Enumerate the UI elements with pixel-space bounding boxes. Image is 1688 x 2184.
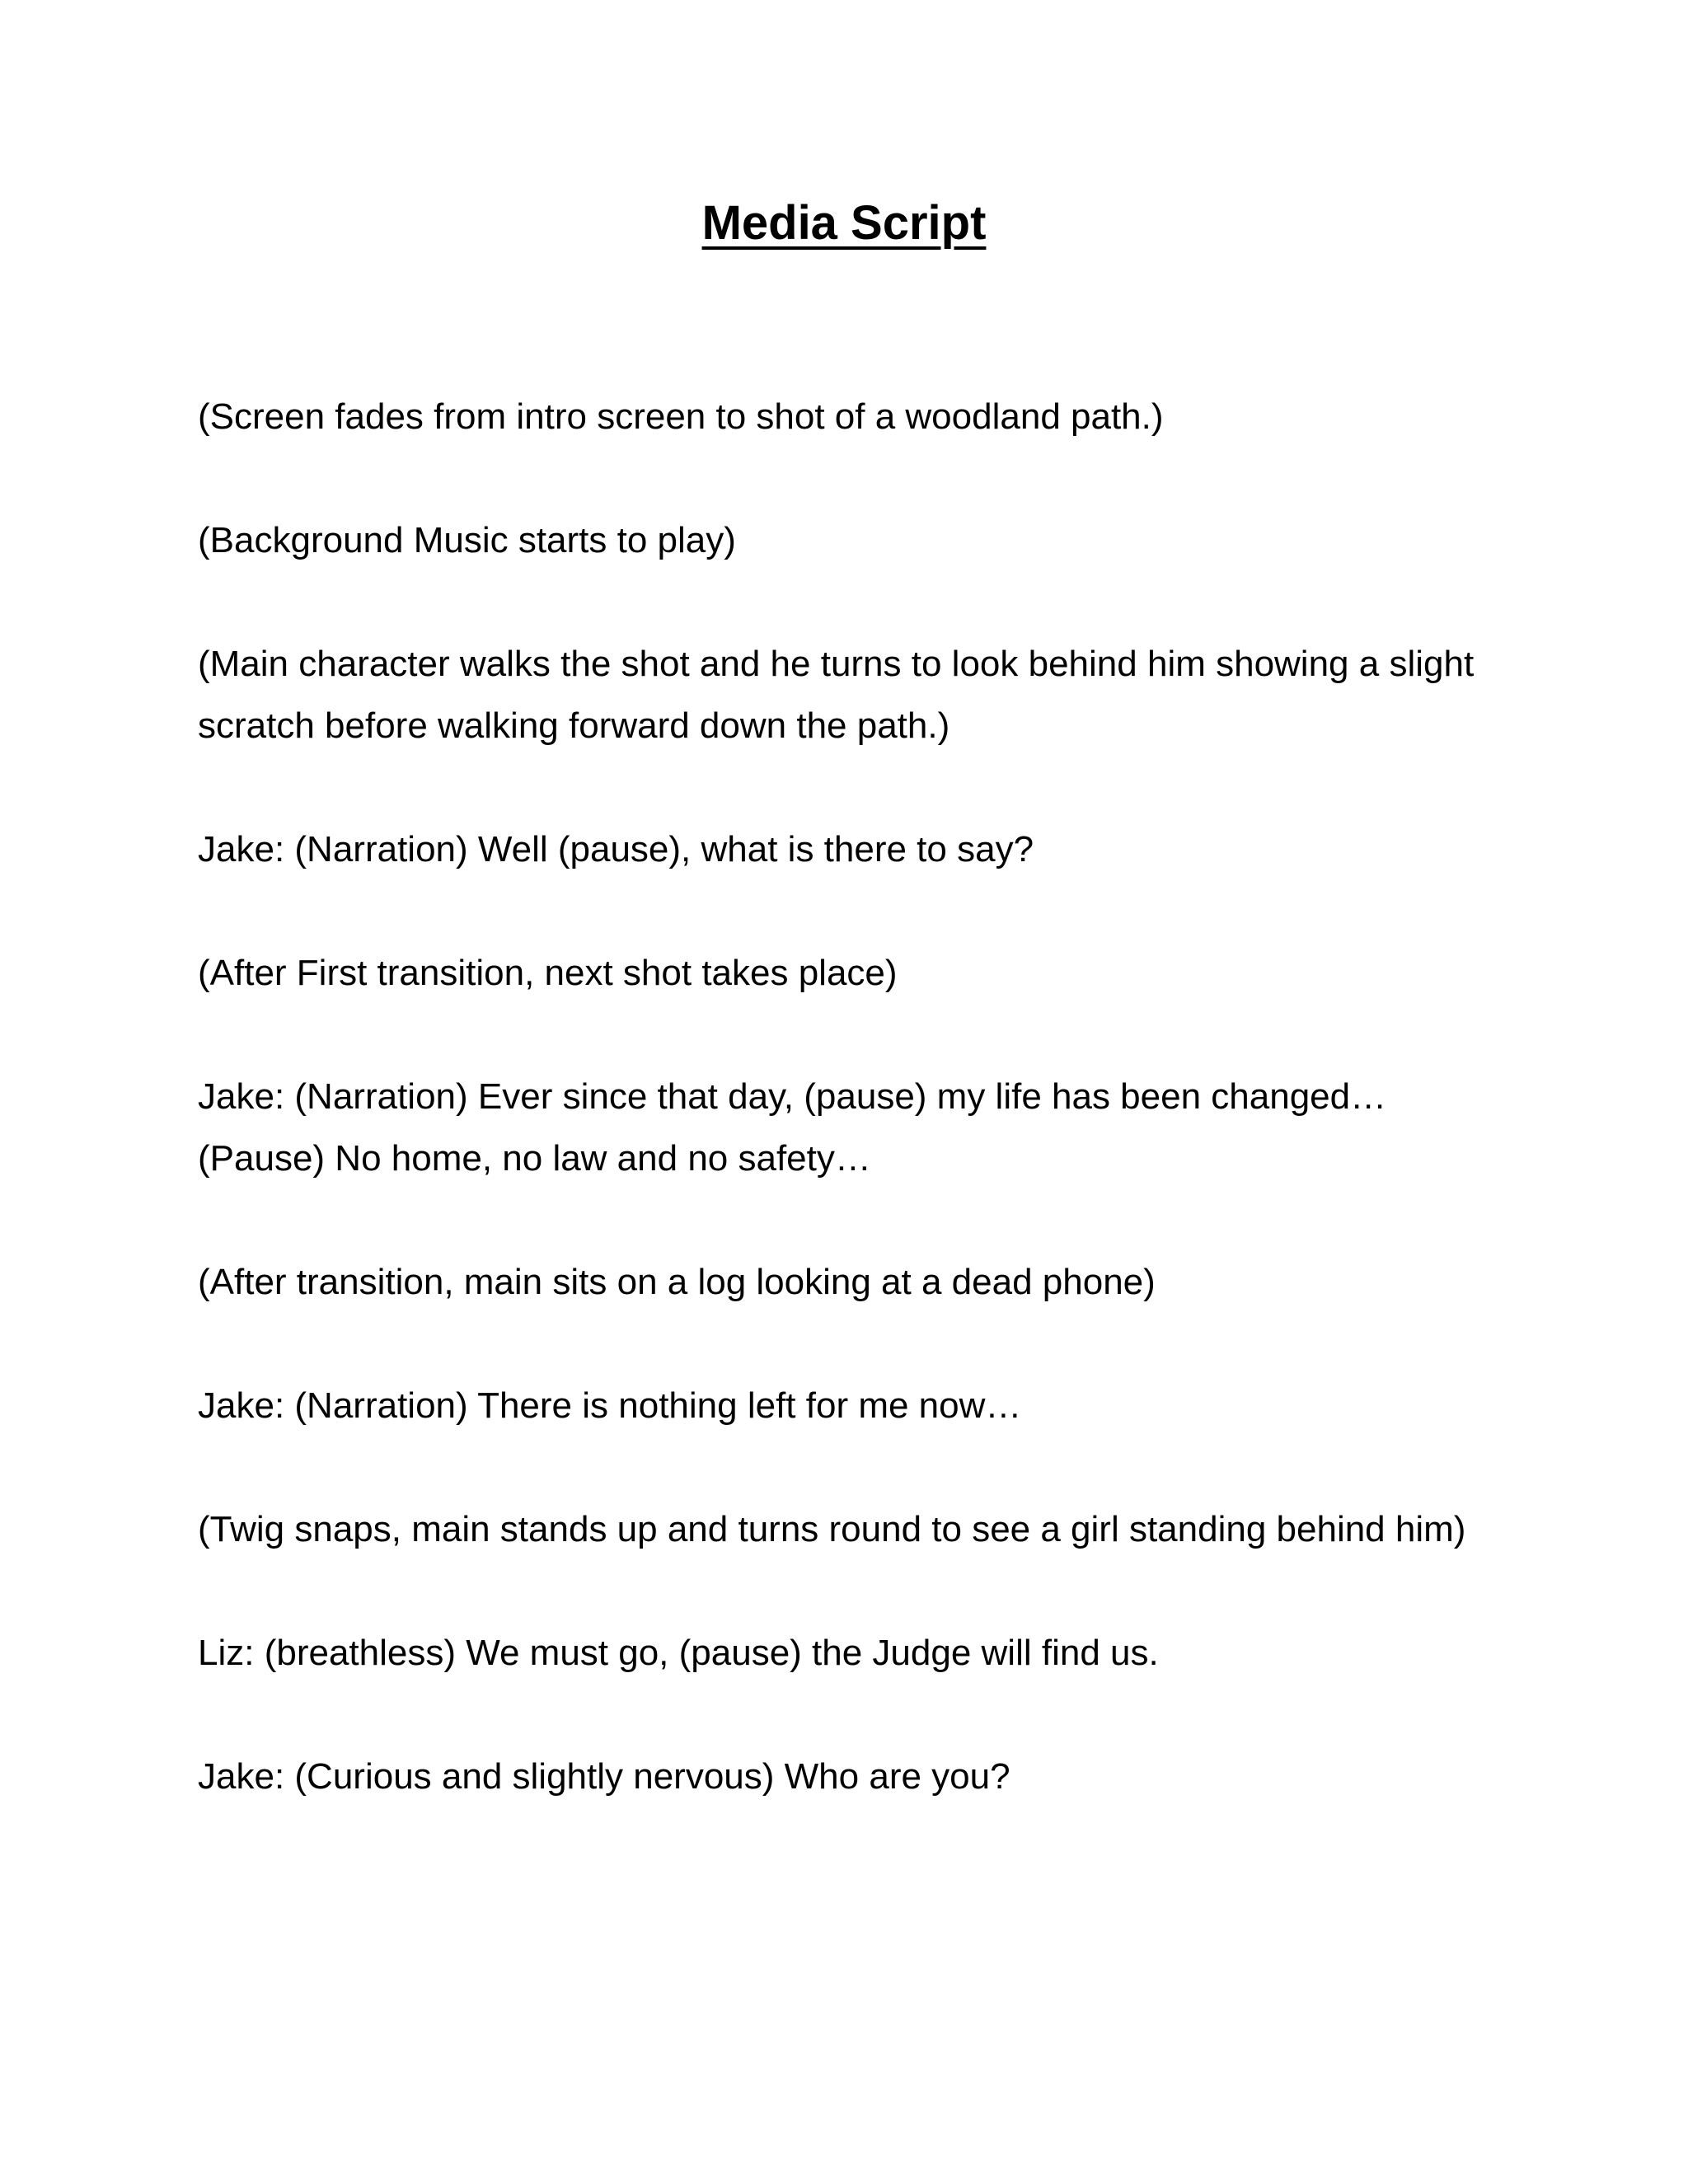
script-line-dialogue: Jake: (Curious and slightly nervous) Who are you? xyxy=(198,1756,1010,1797)
script-body xyxy=(198,386,1492,1869)
script-line-stage-direction: (Main character walks the shot and he turns to look behind him showing a slight scratch before walking forward down the path.) xyxy=(198,644,1475,746)
script-line-stage-direction: (Twig snaps, main stands up and turns round to see a girl standing behind him) xyxy=(198,1509,1466,1549)
script-line-dialogue: Jake: (Narration) Ever since that day, (pause) my life has been changed… (Pause) No home, no law and no safety… xyxy=(198,1076,1387,1179)
script-line-dialogue: Jake: (Narration) Well (pause), what is there to say? xyxy=(198,829,1034,869)
script-line-stage-direction: (After transition, main sits on a log looking at a dead phone) xyxy=(198,1262,1156,1302)
script-line-dialogue: Jake: (Narration) There is nothing left for me now… xyxy=(198,1385,1022,1426)
script-line-dialogue: Liz: (breathless) We must go, (pause) the Judge will find us. xyxy=(198,1633,1159,1673)
script-line-stage-direction: (Screen fades from intro screen to shot of a woodland path.) xyxy=(198,396,1164,437)
script-line-stage-direction: (After First transition, next shot takes place) xyxy=(198,953,898,993)
document-title: Media Script xyxy=(701,196,987,250)
script-line-stage-direction: (Background Music starts to play) xyxy=(198,520,736,560)
